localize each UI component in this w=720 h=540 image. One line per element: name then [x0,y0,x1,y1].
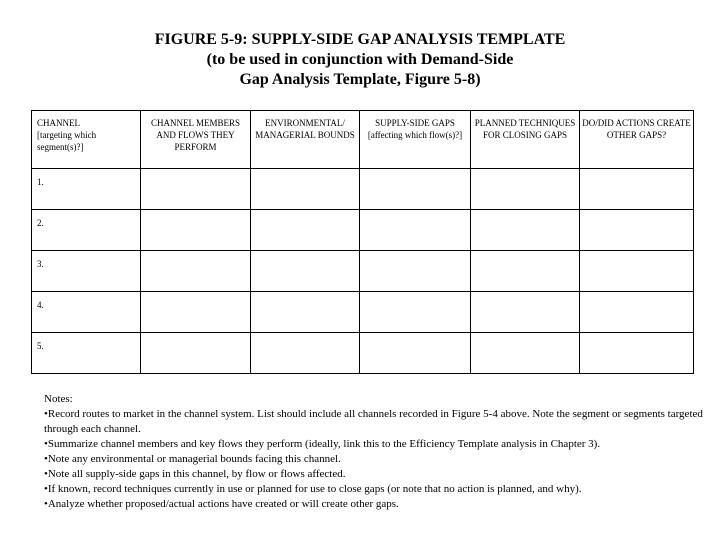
header-channel-label: CHANNEL [37,118,80,128]
table-cell[interactable] [251,333,360,374]
row-label: 3. [37,259,44,269]
table-cell[interactable] [360,210,471,251]
table-cell[interactable] [141,169,251,210]
table-cell[interactable] [141,210,251,251]
note-item: •Analyze whether proposed/actual actions have created or will create other gaps. [44,498,399,510]
note-item: •If known, record techniques currently in use or planned for use to close gaps (or note that no action is planned, and why). [44,483,582,495]
row-label: 1. [37,177,44,187]
notes-heading: Notes: [44,393,73,405]
header-bounds-label: ENVIRONMENTAL/ MANAGERIAL BOUNDS [255,118,355,140]
table-cell[interactable] [471,292,580,333]
row-label-cell [32,169,141,210]
note-item: •Note any environmental or managerial bounds facing this channel. [44,453,341,465]
header-bounds [251,111,360,169]
gap-analysis-table [31,110,694,374]
table-cell[interactable] [251,292,360,333]
row-label: 4. [37,300,44,310]
header-planned-techniques-label: PLANNED TECHNIQUES FOR CLOSING GAPS [474,118,576,140]
header-members-flows [141,111,251,169]
table-cell[interactable] [471,169,580,210]
table-row [32,169,694,210]
header-other-gaps [580,111,694,169]
row-label: 5. [37,341,44,351]
table-cell[interactable] [141,333,251,374]
table-cell[interactable] [251,210,360,251]
table-cell[interactable] [471,251,580,292]
table-cell[interactable] [251,251,360,292]
table-header-row [32,111,694,169]
table-cell[interactable] [141,251,251,292]
table-row [32,251,694,292]
row-label-cell [32,251,141,292]
header-planned-techniques [471,111,580,169]
table-row [32,292,694,333]
header-supply-gaps-label: SUPPLY-SIDE GAPS [375,118,455,128]
table-cell[interactable] [251,169,360,210]
row-label: 2. [37,218,44,228]
header-supply-gaps [360,111,471,169]
table-cell[interactable] [360,292,471,333]
notes-section [44,392,704,512]
table-cell[interactable] [141,292,251,333]
header-members-flows-label: CHANNEL MEMBERS AND FLOWS THEY PERFORM [151,118,240,152]
table-cell[interactable] [580,333,694,374]
table-cell[interactable] [580,169,694,210]
row-label-cell [32,333,141,374]
table-cell[interactable] [360,169,471,210]
figure-title [0,30,720,90]
table-row [32,210,694,251]
title-line-1: FIGURE 5-9: SUPPLY-SIDE GAP ANALYSIS TEMPLATE [154,31,566,48]
header-channel [32,111,141,169]
table-cell[interactable] [580,292,694,333]
header-other-gaps-label: DO/DID ACTIONS CREATE OTHER GAPS? [582,118,691,140]
table-row [32,333,694,374]
row-label-cell [32,210,141,251]
title-line-2: (to be used in conjunction with Demand-Side [206,51,514,68]
table-cell[interactable] [471,333,580,374]
table-cell[interactable] [360,251,471,292]
title-line-3: Gap Analysis Template, Figure 5-8) [239,71,481,88]
table-cell[interactable] [580,251,694,292]
note-item: •Summarize channel members and key flows they perform (ideally, link this to the Efficiency Template analysis in Chapter 3). [44,438,601,450]
note-item: •Note all supply-side gaps in this channel, by flow or flows affected. [44,468,346,480]
table-cell[interactable] [471,210,580,251]
header-supply-gaps-sublabel: [affecting which flow(s)?] [367,130,463,140]
header-channel-sublabel: [targeting which segment(s)?] [37,130,97,152]
row-label-cell [32,292,141,333]
table-cell[interactable] [580,210,694,251]
note-item: •Record routes to market in the channel system. List should include all channels recorded in Figure 5-4 above. Note the segment or segments targeted through each channel. [44,408,703,435]
table-cell[interactable] [360,333,471,374]
